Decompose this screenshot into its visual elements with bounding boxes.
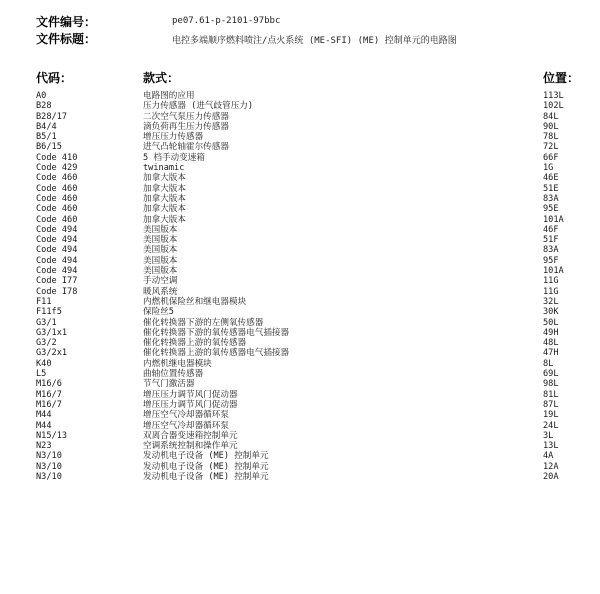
row-description: 保险丝5 [143,307,174,318]
row-position: 83A [543,193,559,204]
row-description: 催化转换器上游的氧传感器电气插接器 [143,348,290,359]
row-position: 90L [543,121,559,132]
row-code: Code 460 [36,204,78,215]
table-row [0,245,600,255]
table-row [0,163,600,173]
component-table [0,91,600,482]
table-row [0,194,600,204]
table-row [0,441,600,451]
table-row [0,256,600,266]
column-header-position: 位置： [543,71,580,85]
row-position: 1G [543,163,554,174]
row-description: 加拿大版本 [143,193,186,204]
table-row [0,338,600,348]
table-row [0,359,600,369]
row-code: Code 460 [36,214,78,225]
row-position: 46F [543,224,559,235]
table-row [0,390,600,400]
row-code: Code I77 [36,276,78,287]
row-position: 78L [543,132,559,143]
row-code: Code 460 [36,193,78,204]
row-position: 46E [543,173,559,184]
doc-title-label: 文件标题： [36,32,97,46]
row-position: 47H [543,348,559,359]
row-description: 增压压力调节风门促动器 [143,399,238,410]
row-description: 加拿大版本 [143,183,186,194]
row-description: 美国版本 [143,245,178,256]
row-code: M16/7 [36,399,62,410]
row-code: N3/10 [36,451,62,462]
row-description: 加拿大版本 [143,204,186,215]
row-position: 32L [543,296,559,307]
doc-number-label: 文件编号： [36,15,97,29]
row-position: 30K [543,307,559,318]
row-position: 4A [543,451,554,462]
table-row [0,328,600,338]
table-row [0,400,600,410]
row-description: 内燃机继电器模块 [143,358,212,369]
row-position: 101A [543,214,564,225]
row-code: G3/2 [36,338,57,349]
table-row [0,184,600,194]
row-description: 5 档手动变速箱 [143,152,205,163]
row-code: B6/15 [36,142,62,153]
row-code: Code 410 [36,152,78,163]
table-row [0,235,600,245]
row-position: 8L [543,358,554,369]
table-row [0,215,600,225]
row-position: 81L [543,389,559,400]
row-code: G3/1 [36,317,57,328]
row-description: 滴负荷再生压力传感器 [143,121,229,132]
row-position: 69L [543,369,559,380]
row-description: 加拿大版本 [143,214,186,225]
table-row [0,472,600,482]
row-description: 发动机电子设备 (ME) 控制单元 [143,451,269,462]
table-row [0,431,600,441]
table-row [0,122,600,132]
column-header-description: 款式： [143,71,180,85]
row-code: A0 [36,91,47,101]
row-description: 曲轴位置传感器 [143,369,204,380]
row-description: 增压压力调节风门促动器 [143,389,238,400]
row-position: 50L [543,317,559,328]
row-description: 空调系统控制和操作单元 [143,441,238,452]
row-code: N3/10 [36,461,62,472]
row-description: 电路图的应用 [143,91,195,101]
table-row [0,173,600,183]
row-code: N23 [36,441,52,452]
row-description: 美国版本 [143,255,178,266]
row-description: 加拿大版本 [143,173,186,184]
table-row [0,132,600,142]
table-row [0,410,600,420]
table-row [0,318,600,328]
row-code: Code 460 [36,183,78,194]
column-header-code: 代码： [36,71,73,85]
row-code: G3/1x1 [36,327,68,338]
row-code: Code 429 [36,163,78,174]
row-position: 84L [543,111,559,122]
row-position: 24L [543,420,559,431]
row-code: F11f5 [36,307,62,318]
row-position: 13L [543,441,559,452]
row-description: 压力传感器 (进气歧管压力) [143,101,254,112]
row-description: 增压空气冷却器循环泵 [143,420,229,431]
row-description: 催化转换器上游的氧传感器 [143,338,247,349]
row-code: N15/13 [36,430,68,441]
table-row [0,153,600,163]
table-row [0,379,600,389]
row-code: M16/6 [36,379,62,390]
row-code: Code 494 [36,224,78,235]
row-description: 美国版本 [143,235,178,246]
table-row [0,348,600,358]
row-code: Code 494 [36,245,78,256]
row-position: 113L [543,91,564,101]
row-position: 48L [543,338,559,349]
row-code: B28/17 [36,111,68,122]
table-row [0,204,600,214]
row-description: 发动机电子设备 (ME) 控制单元 [143,461,269,472]
table-row [0,266,600,276]
row-position: 72L [543,142,559,153]
row-description: twinamic [143,163,185,174]
row-position: 49H [543,327,559,338]
row-code: B28 [36,101,52,112]
row-code: Code 494 [36,266,78,277]
row-position: 51F [543,235,559,246]
table-row [0,276,600,286]
row-code: Code I78 [36,286,78,297]
row-code: Code 494 [36,255,78,266]
row-position: 20A [543,471,559,482]
doc-number-value: pe07.61-p-2101-97bbc [172,16,281,26]
row-code: B4/4 [36,121,57,132]
row-description: 发动机电子设备 (ME) 控制单元 [143,471,269,482]
row-description: 二次空气泵压力传感器 [143,111,229,122]
table-row [0,451,600,461]
row-description: 增压空气冷却器循环泵 [143,410,229,421]
row-code: M44 [36,410,52,421]
row-position: 83A [543,245,559,256]
row-position: 11G [543,286,559,297]
row-description: 进气凸轮轴霍尔传感器 [143,142,229,153]
row-code: Code 494 [36,235,78,246]
table-row [0,462,600,472]
row-position: 98L [543,379,559,390]
doc-title-value: 电控多端顺序燃料喷注/点火系统 (ME-SFI) (ME) 控制单元的电路图 [172,36,457,46]
table-row [0,287,600,297]
row-position: 11G [543,276,559,287]
row-position: 12A [543,461,559,472]
row-description: 节气门激活器 [143,379,195,390]
table-row [0,112,600,122]
row-code: M44 [36,420,52,431]
row-position: 87L [543,399,559,410]
row-code: G3/2x1 [36,348,68,359]
row-description: 增压压力传感器 [143,132,204,143]
row-position: 66F [543,152,559,163]
row-code: N3/10 [36,471,62,482]
table-row [0,307,600,317]
row-code: M16/7 [36,389,62,400]
row-position: 19L [543,410,559,421]
table-row [0,421,600,431]
row-description: 美国版本 [143,224,178,235]
row-description: 手动空调 [143,276,178,287]
row-description: 内燃机保险丝和继电器模块 [143,296,247,307]
row-description: 双离合器变速箱控制单元 [143,430,238,441]
row-position: 95F [543,255,559,266]
table-row [0,297,600,307]
row-description: 美国版本 [143,266,178,277]
table-row [0,101,600,111]
row-description: 暖风系统 [143,286,178,297]
row-code: K40 [36,358,52,369]
row-code: L5 [36,369,47,380]
row-position: 95E [543,204,559,215]
row-code: Code 460 [36,173,78,184]
row-position: 51E [543,183,559,194]
table-row [0,225,600,235]
row-description: 催化转换器下游的氧传感器电气插接器 [143,327,290,338]
table-row [0,91,600,101]
table-row [0,142,600,152]
row-description: 催化转换器下游的左侧氧传感器 [143,317,264,328]
row-code: F11 [36,296,52,307]
row-position: 3L [543,430,554,441]
row-code: B5/1 [36,132,57,143]
table-row [0,369,600,379]
row-position: 102L [543,101,564,112]
row-position: 101A [543,266,564,277]
